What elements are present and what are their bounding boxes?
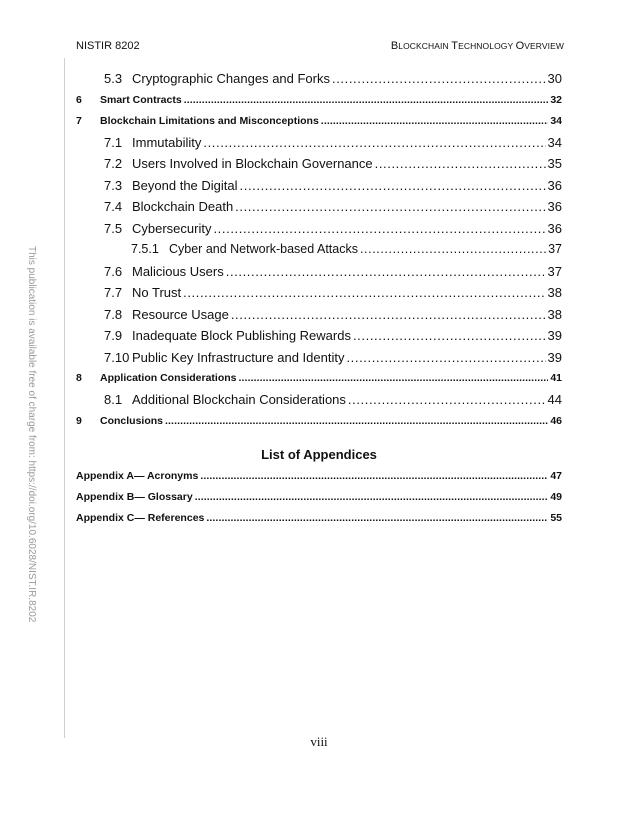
header-title-part: T [451, 40, 459, 52]
dot-leader [321, 111, 549, 132]
toc-entry[interactable] [76, 218, 562, 240]
toc-entry-number: 7.4 [104, 199, 123, 214]
toc-entry-page: 39 [547, 349, 562, 365]
dot-leader [346, 347, 545, 369]
toc-entry-number: 7.6 [104, 263, 123, 279]
dot-leader [375, 153, 546, 175]
dot-leader [240, 175, 546, 197]
toc-entry[interactable] [76, 111, 562, 132]
toc-entry[interactable] [76, 325, 562, 347]
toc-entry-number: 7 [76, 114, 82, 127]
toc-entry-title: Users Involved in Blockchain Governance [132, 156, 373, 171]
toc-entry-page: 55 [550, 511, 562, 524]
toc-entry-title: Application Considerations [100, 372, 237, 384]
toc-entry-title: Cyber and Network-based Attacks [169, 242, 358, 256]
toc-entry-page: 32 [550, 93, 562, 106]
toc-entry[interactable] [76, 90, 562, 111]
toc-entry-title: Blockchain Limitations and Misconceptions [100, 114, 319, 127]
toc-entry[interactable] [76, 466, 562, 487]
availability-notice: This publication is available free of charge from: https://doi.org/10.6028/NIST.IR.8202 [26, 246, 37, 623]
header-title-part: O [515, 40, 525, 52]
header-title-part: ECHNOLOGY [458, 41, 516, 51]
toc-entry-number: 8 [76, 372, 82, 384]
dot-leader [332, 68, 546, 90]
toc-entry-title: Appendix C— References [76, 511, 205, 524]
toc-entry-page: 36 [547, 199, 562, 214]
toc-entry-title: Resource Usage [132, 306, 229, 322]
dot-leader [231, 304, 546, 326]
toc-entry-number: 7.8 [104, 306, 123, 322]
toc-entry-number: 7.2 [104, 156, 123, 171]
dot-leader [353, 325, 546, 347]
toc-entry-number: 7.3 [104, 177, 123, 193]
toc-entry-title: Malicious Users [132, 263, 224, 279]
toc-entry[interactable] [76, 175, 562, 197]
toc-entry-title: Additional Blockchain Considerations [132, 392, 346, 407]
toc-entry-page: 34 [550, 114, 562, 127]
toc-entry[interactable] [76, 347, 562, 369]
toc-entry-page: 41 [550, 372, 562, 384]
dot-leader [360, 239, 546, 261]
dot-leader [235, 196, 545, 218]
toc-entry[interactable] [76, 261, 562, 283]
toc-entry-page: 36 [547, 177, 562, 193]
toc-entry-title: Smart Contracts [100, 93, 182, 106]
toc-entry[interactable] [76, 368, 562, 389]
toc-entry-number: 6 [76, 93, 82, 106]
toc-entry[interactable] [76, 196, 562, 218]
toc-entry[interactable] [76, 153, 562, 175]
header-document-title [391, 40, 564, 52]
dot-leader [226, 261, 546, 283]
toc-entry-page: 44 [547, 392, 562, 407]
margin-divider [64, 58, 65, 738]
toc-entry-number: 9 [76, 414, 82, 427]
toc-entry-number: 7.7 [104, 285, 123, 300]
toc-entry-number: 7.5 [104, 220, 123, 236]
dot-leader [184, 90, 549, 111]
toc-entry-number: 7.1 [104, 134, 123, 150]
toc-entry-page: 47 [550, 469, 562, 482]
toc-entry-page: 35 [547, 156, 562, 171]
page-number: viii [310, 734, 328, 749]
dot-leader [239, 368, 549, 389]
toc-entry[interactable] [76, 389, 562, 411]
toc-entry-title: No Trust [132, 285, 182, 300]
toc-entry-page: 38 [547, 285, 562, 300]
toc-entry-page: 39 [547, 328, 562, 343]
toc-entry-page: 49 [550, 490, 562, 503]
toc-entry-page: 36 [547, 220, 562, 236]
toc-entry-page: 38 [547, 306, 562, 322]
toc-entry-title: Public Key Infrastructure and Identity [132, 349, 345, 365]
toc-entry-page: 30 [547, 71, 562, 86]
toc-entry[interactable] [76, 411, 562, 432]
header-report-id: NISTIR 8202 [76, 40, 140, 52]
header-title-part: LOCKCHAIN [398, 41, 452, 51]
toc-entry-title: Blockchain Death [132, 199, 234, 214]
header-title-part: VERVIEW [524, 41, 564, 51]
dot-leader [213, 218, 545, 240]
toc-entry-title: Appendix A— Acronyms [76, 469, 199, 482]
toc-entry-number: 5.3 [104, 71, 123, 86]
dot-leader [195, 487, 549, 508]
dot-leader [203, 132, 545, 154]
toc-entry-page: 34 [547, 134, 562, 150]
toc-entry-title: Appendix B— Glossary [76, 490, 193, 503]
toc-entry-title: Beyond the Digital [132, 177, 238, 193]
toc-entry-title: Inadequate Block Publishing Rewards [132, 328, 351, 343]
toc-entry-title: Cryptographic Changes and Forks [132, 71, 330, 86]
toc-entry-page: 46 [550, 414, 562, 427]
toc-entry[interactable] [76, 239, 562, 261]
appendix-entries [76, 466, 562, 529]
toc-entry-title: Cybersecurity [132, 220, 212, 236]
toc-entry[interactable] [76, 304, 562, 326]
toc-entry-number: 7.10 [104, 349, 130, 365]
table-of-contents [76, 68, 562, 529]
appendices-heading: List of Appendices [261, 446, 377, 462]
toc-entry-page: 37 [548, 242, 562, 256]
toc-entry-number: 8.1 [104, 392, 123, 407]
dot-leader [200, 466, 548, 487]
toc-entry[interactable] [76, 508, 562, 529]
toc-entry[interactable] [76, 282, 562, 304]
toc-entry-number: 7.5.1 [131, 242, 159, 256]
dot-leader [348, 389, 546, 411]
dot-leader [183, 282, 545, 304]
header-title-part: B [390, 40, 399, 52]
toc-entry[interactable] [76, 132, 562, 154]
toc-entry-number: 7.9 [104, 328, 123, 343]
dot-leader [206, 508, 548, 529]
toc-entries [76, 68, 562, 432]
dot-leader [165, 411, 548, 432]
toc-entry[interactable] [76, 487, 562, 508]
toc-entry[interactable] [76, 68, 562, 90]
toc-entry-title: Conclusions [100, 414, 164, 427]
toc-entry-title: Immutability [132, 134, 202, 150]
toc-entry-page: 37 [547, 263, 562, 279]
